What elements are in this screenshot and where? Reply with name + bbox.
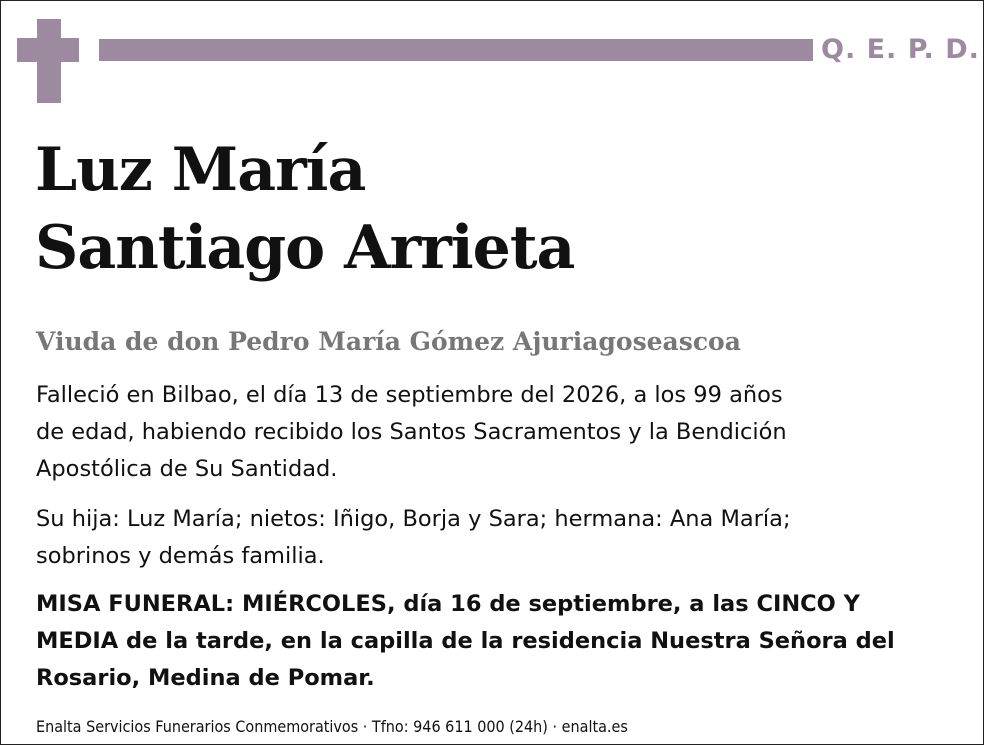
death-notice-line-3: Apostólica de Su Santidad. [36, 456, 338, 482]
name-line-1: Luz María [35, 135, 366, 205]
funeral-line-1: MISA FUNERAL: MIÉRCOLES, día 16 de septiembre, a las CINCO Y [36, 591, 860, 617]
death-notice-line-2: de edad, habiendo recibido los Santos Sacramentos y la Bendición [36, 419, 787, 445]
death-notice-paragraph [36, 377, 787, 488]
family-line-2: sobrinos y demás familia. [36, 543, 325, 569]
death-notice-line-1: Falleció en Bilbao, el día 13 de septiembre del 2026, a los 99 años [36, 382, 783, 408]
funeral-line-3: Rosario, Medina de Pomar. [36, 665, 375, 691]
deceased-name [35, 131, 574, 287]
cross-icon-horizontal [17, 38, 79, 62]
widow-of-line: Viuda de don Pedro María Gómez Ajuriagoseascoa [36, 327, 741, 356]
name-line-2: Santiago Arrieta [35, 213, 575, 283]
family-line-1: Su hija: Luz María; nietos: Iñigo, Borja y Sara; hermana: Ana María; [36, 506, 791, 532]
header-rule [99, 39, 813, 61]
family-paragraph [36, 501, 791, 575]
qepd-label: Q. E. P. D. [821, 34, 980, 65]
funeral-line-2: MEDIA de la tarde, en la capilla de la residencia Nuestra Señora del [36, 628, 895, 654]
funeral-paragraph [36, 586, 895, 697]
footer-contact: Enalta Servicios Funerarios Conmemorativos · Tfno: 946 611 000 (24h) · enalta.es [36, 717, 628, 736]
